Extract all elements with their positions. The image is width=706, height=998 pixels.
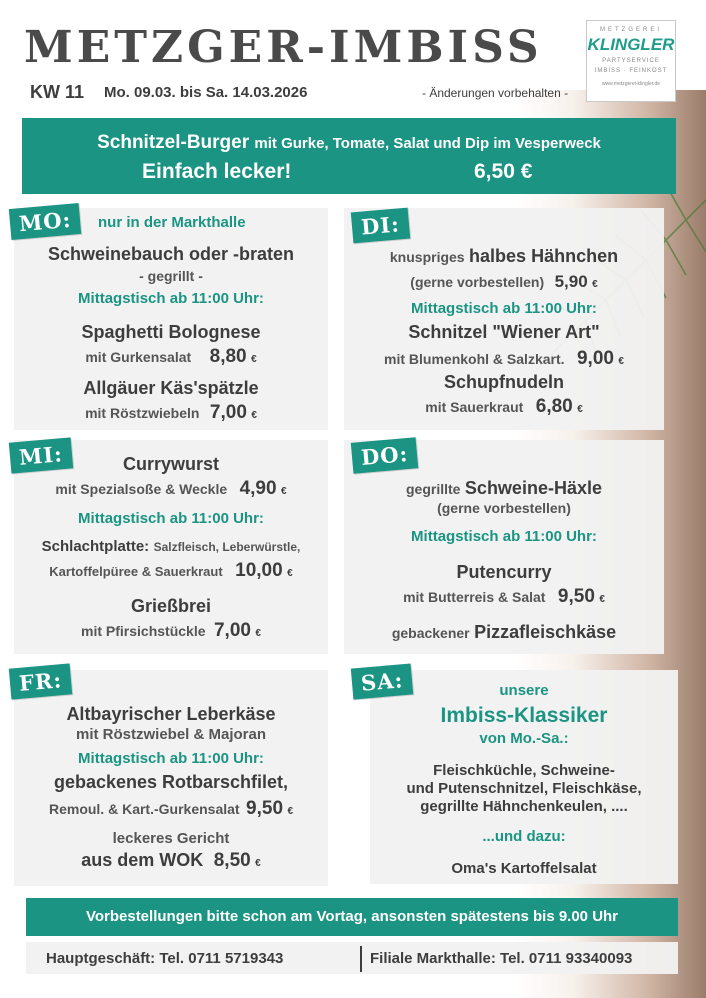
wednesday-item1: Currywurst: [122, 454, 220, 474]
logo-name: KLINGLER: [587, 35, 675, 54]
date-range: Mo. 09.03. bis Sa. 14.03.2026: [104, 84, 308, 101]
friday-lunch-header: Mittagstisch ab 11:00 Uhr:: [78, 750, 264, 767]
saturday-list-2: und Putenschnitzel, Fleischkäse,: [406, 780, 642, 797]
contact-divider: [360, 946, 362, 972]
euro-sign: €: [287, 568, 293, 579]
brand-logo: [586, 20, 676, 102]
thursday-item1: Schweine-Häxle: [464, 478, 602, 498]
friday-dish1-side: Remoul. & Kart.-Gurkensalat: [48, 801, 240, 817]
wednesday-dish1-price: 10,00: [235, 560, 283, 581]
tuesday-dish1-price: 9,00: [576, 348, 614, 369]
monday-dish2-side: mit Röstzwiebeln: [85, 405, 200, 421]
monday-dish2: Allgäuer Käs'spätzle: [83, 378, 259, 398]
monday-item1: Schweinebauch oder -braten: [47, 244, 295, 264]
saturday-title: Imbiss-Klassiker: [440, 704, 608, 727]
changes-note: - Änderungen vorbehalten -: [422, 86, 569, 100]
monday-dish1-side: mit Gurkensalat: [85, 349, 192, 365]
euro-sign: €: [255, 628, 261, 639]
saturday-list-1: Fleischküchle, Schweine-: [433, 762, 615, 779]
week-number: KW 11: [30, 82, 85, 102]
euro-sign: €: [287, 806, 294, 817]
wednesday-panel: [14, 440, 328, 654]
monday-place: [98, 214, 246, 232]
thursday-dish1-price: 9,50: [557, 586, 595, 607]
euro-sign: €: [251, 354, 257, 365]
friday-dish2-pre: leckeres Gericht: [112, 830, 230, 847]
euro-sign: €: [281, 486, 287, 497]
main-phone: Hauptgeschäft: Tel. 0711 5719343: [46, 950, 284, 967]
saturday-range: von Mo.-Sa.:: [479, 730, 569, 747]
branch-phone: Filiale Markthalle: Tel. 0711 93340093: [370, 950, 633, 967]
wednesday-dish1-line-2: [14, 560, 328, 582]
banner-desc: mit Gurke, Tomate, Salat und Dip im Vesperweck: [254, 135, 601, 152]
thursday-tag: DO:: [351, 437, 419, 474]
friday-dish2-line: [14, 850, 328, 872]
thursday-item1-line: [344, 478, 664, 499]
tuesday-item1-sub-line: [344, 272, 664, 292]
friday-item1-side: mit Röstzwiebel & Majoran: [75, 726, 267, 743]
friday-tag: FR:: [9, 663, 73, 699]
wednesday-lunch-header: Mittagstisch ab 11:00 Uhr:: [78, 510, 264, 527]
wednesday-dish2-side: mit Pfirsichstückle: [81, 623, 206, 639]
monday-dish1-line: [14, 346, 328, 368]
saturday-list-3: gegrillte Hähnchenkeulen, ....: [420, 798, 628, 815]
contact-bar: [26, 942, 678, 974]
friday-dish2: aus dem WOK: [81, 850, 204, 870]
wednesday-item1-side: mit Spezialsoße & Weckle: [55, 481, 228, 497]
thursday-dish2-pre: gebackener: [391, 625, 470, 641]
thursday-item1-sub: (gerne vorbestellen): [437, 500, 571, 516]
saturday-and: ...und dazu:: [482, 828, 566, 845]
friday-dish2-price: 8,50: [213, 850, 251, 871]
euro-sign: €: [577, 404, 583, 415]
thursday-lunch-header: Mittagstisch ab 11:00 Uhr:: [411, 528, 597, 545]
tuesday-dish1: Schnitzel "Wiener Art": [408, 322, 600, 342]
monday-place-text: nur in der Markthalle: [98, 214, 246, 231]
euro-sign: €: [618, 356, 624, 367]
banner-dish: Schnitzel-Burger: [97, 132, 250, 153]
logo-url: www.metzgerei-klingler.de: [601, 81, 661, 87]
logo-line-services: PARTYSERVICE: [602, 58, 660, 64]
friday-dish1-line: [14, 798, 328, 820]
tuesday-dish1-side: mit Blumenkohl & Salzkart.: [384, 351, 565, 367]
euro-sign: €: [251, 410, 257, 421]
tuesday-dish2-side: mit Sauerkraut: [425, 399, 524, 415]
banner-slogan: Einfach lecker!: [142, 160, 292, 183]
wednesday-dish2-line: [14, 620, 328, 642]
logo-line-top: METZGEREI: [599, 27, 662, 33]
saturday-extra: Oma's Kartoffelsalat: [451, 860, 597, 877]
friday-dish1: gebackenes Rotbarschfilet,: [53, 772, 289, 792]
page-title: METZGER-IMBISS: [24, 22, 543, 73]
tuesday-panel: [344, 208, 664, 430]
tuesday-item1: halbes Hähnchen: [469, 246, 619, 266]
wednesday-dish1: Schlachtplatte:: [41, 538, 150, 555]
wednesday-item1-price: 4,90: [239, 478, 277, 499]
banner-line-1: [22, 132, 676, 154]
euro-sign: €: [599, 594, 605, 605]
thursday-dish2: Pizzafleischkäse: [474, 622, 617, 642]
monday-dish1: Spaghetti Bolognese: [81, 322, 261, 342]
tuesday-dish2-price: 6,80: [535, 396, 573, 417]
logo-line-services-2: IMBISS · FEINKOST: [594, 68, 668, 74]
wednesday-dish2: Grießbrei: [130, 596, 212, 616]
friday-panel: [14, 670, 328, 886]
wednesday-dish1-side-a: Salzfleisch, Leberwürstle,: [153, 540, 301, 554]
friday-dish1-price: 9,50: [246, 798, 284, 819]
monday-dish2-price: 7,00: [209, 402, 247, 423]
tuesday-item1-sub: (gerne vorbestellen): [410, 274, 545, 290]
wednesday-dish1-side-b: Kartoffelpüree & Sauerkraut: [49, 564, 223, 579]
monday-tag: MO:: [9, 203, 82, 240]
thursday-dish1-side: mit Butterreis & Salat: [403, 589, 546, 605]
wednesday-tag: MI:: [9, 437, 73, 473]
wednesday-dish2-price: 7,00: [213, 620, 251, 641]
tuesday-dish2-line: [344, 396, 664, 418]
tuesday-item1-line: [344, 246, 664, 267]
thursday-dish1: Putencurry: [456, 562, 552, 582]
tuesday-item1-price: 5,90: [554, 272, 588, 291]
thursday-panel: [344, 440, 664, 654]
euro-sign: €: [592, 279, 598, 290]
thursday-item1-pre: gegrillte: [406, 481, 461, 497]
saturday-tag: SA:: [351, 663, 414, 699]
saturday-panel: [370, 670, 678, 884]
tuesday-item1-pre: knuspriges: [389, 249, 465, 265]
monday-dish2-line: [14, 402, 328, 424]
friday-item1: Altbayrischer Leberkäse: [66, 704, 276, 724]
tuesday-dish1-line: [344, 348, 664, 370]
special-banner: [22, 118, 676, 194]
tuesday-dish2: Schupfnudeln: [444, 372, 564, 392]
banner-price: 6,50 €: [474, 160, 533, 183]
monday-item1-sub: - gegrillt -: [139, 268, 203, 284]
wednesday-dish1-line: [14, 538, 328, 556]
thursday-dish2-line: [344, 622, 664, 643]
preorder-note: Vorbestellungen bitte schon am Vortag, ansonsten spätestens bis 9.00 Uhr: [26, 898, 678, 936]
thursday-dish1-line: [344, 586, 664, 608]
monday-lunch-header: Mittagstisch ab 11:00 Uhr:: [78, 290, 264, 307]
saturday-intro: unsere: [499, 682, 549, 699]
euro-sign: €: [255, 858, 261, 869]
monday-dish1-price: 8,80: [209, 346, 247, 367]
wednesday-item1-line: [14, 478, 328, 500]
tuesday-tag: DI:: [351, 208, 410, 244]
tuesday-lunch-header: Mittagstisch ab 11:00 Uhr:: [411, 300, 597, 317]
monday-panel: [14, 208, 328, 430]
